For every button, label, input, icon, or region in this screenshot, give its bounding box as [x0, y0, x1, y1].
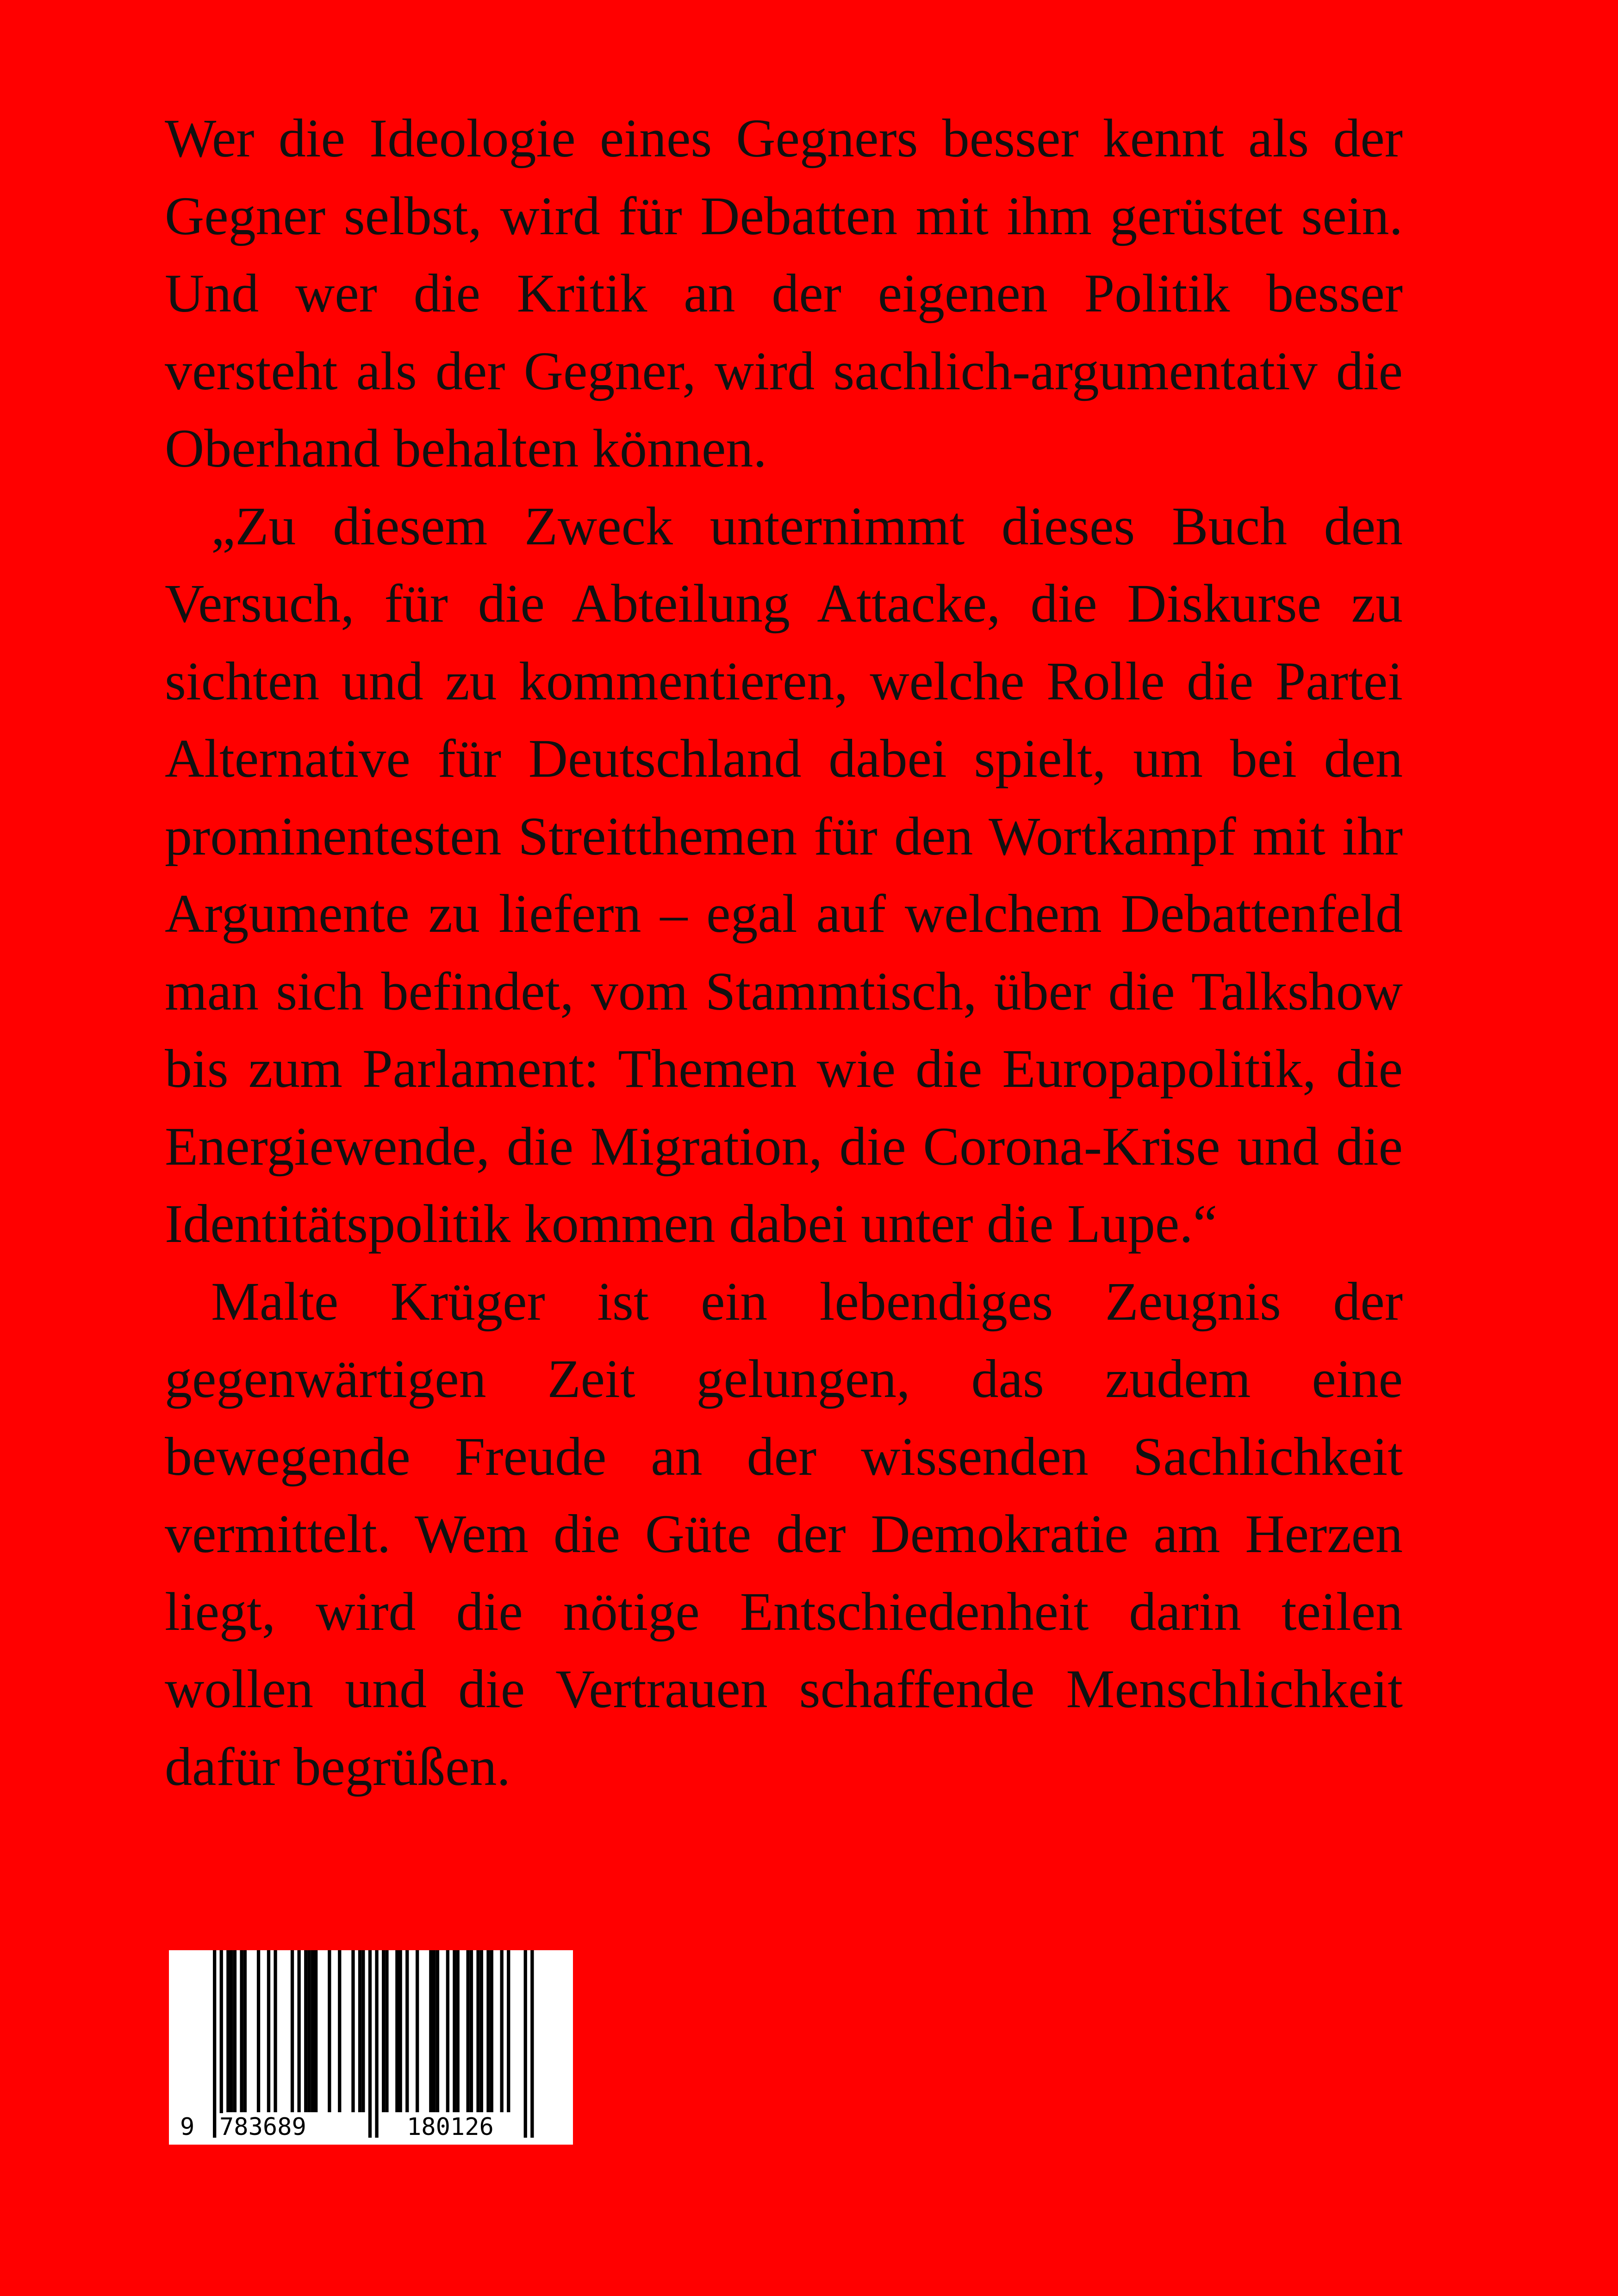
barcode-bar [358, 1950, 361, 2112]
barcode-bar [446, 1950, 449, 2112]
barcode-bar [328, 1950, 331, 2112]
barcode-bar [361, 1950, 365, 2112]
barcode-digits-right: 180126 [405, 2113, 496, 2141]
barcode-bar [375, 1950, 378, 2138]
barcode-bar [298, 1950, 301, 2112]
barcode-bar [257, 1950, 260, 2112]
blurb-paragraph-2: „Zu diesem Zweck unternimmt dieses Buch den Versuch, für die Abteilung Attacke, die Diskurse zu sichten und zu kommentieren, welche Rolle die Partei Alternative für Deutschland dabei spielt, um bei den prominentesten Streitthemen für den Wortkampf mit ihr Argumente zu liefern – egal auf welchem Debattenfeld man sich befindet, vom Stammtisch, über die Talkshow bis zum Parlament: Themen wie die Europapolitik, die Energiewende, die Migration, die Corona-Krise und die Identitätspolitik kommen dabei unter die Lupe.“ [165, 495, 1403, 1254]
barcode-bar [480, 1950, 483, 2112]
barcode-bar [311, 1950, 314, 2112]
barcode-bar [429, 1950, 432, 2112]
barcode-bar [456, 1950, 460, 2112]
barcode-bar [304, 1950, 307, 2112]
barcode-bar [385, 1950, 388, 2112]
barcode-bar [314, 1950, 317, 2112]
barcode-bar [338, 1950, 341, 2112]
barcode-bar [233, 1950, 236, 2112]
barcode-bar [405, 1950, 409, 2112]
barcode-bar [243, 1950, 247, 2112]
barcode-bar [395, 1950, 398, 2112]
barcode-bar [507, 1950, 510, 2112]
blurb-paragraph-3: Malte Krüger ist ein lebendiges Zeugnis der gegenwärtigen Zeit gelungen, das zudem eine bewegende Freude an der wissenden Sachlichkeit vermittelt. Wem die Güte der Demokratie am Herzen liegt, wird die nötige Entschiedenheit darin teilen wollen und die Vertrauen schaffende Menschlichkeit dafür begrüßen. [165, 1271, 1403, 1797]
barcode-bar [416, 1950, 419, 2112]
barcode-bar [476, 1950, 479, 2112]
barcode-bar [524, 1950, 527, 2138]
barcode-bar [274, 1950, 277, 2112]
barcode-digits-left: 783689 [218, 2113, 308, 2141]
blurb-text [165, 100, 1403, 1805]
barcode-bar [486, 1950, 490, 2112]
barcode-bar [307, 1950, 311, 2112]
barcode-bar [453, 1950, 456, 2112]
barcode-bar [291, 1950, 294, 2112]
barcode-bar [500, 1950, 504, 2112]
barcode-digits [169, 2113, 573, 2141]
barcode-bar [240, 1950, 243, 2112]
barcode-bar [470, 1950, 473, 2112]
barcode-bar [530, 1950, 534, 2138]
barcode-bar [490, 1950, 493, 2112]
barcode-bar [230, 1950, 233, 2112]
blurb-paragraph-1: Wer die Ideologie eines Gegners besser kennt als der Gegner selbst, wird für Debatten mit ihm gerüstet sein. Und wer die Kritik an der eigenen Politik besser versteht als der Gegner, wird sachlich-argumentativ die Oberhand behalten können. [165, 108, 1403, 479]
barcode-bar [213, 1950, 216, 2138]
barcode-bar [382, 1950, 385, 2112]
barcode-bar [267, 1950, 270, 2112]
barcode-bar [399, 1950, 402, 2112]
barcode-bar [351, 1950, 355, 2112]
isbn-barcode [169, 1950, 573, 2145]
barcode-bar [220, 1950, 223, 2138]
barcode-digit-first: 9 [178, 2113, 196, 2141]
barcode-bar [433, 1950, 436, 2112]
barcode-bar [436, 1950, 439, 2112]
barcode-bar [467, 1950, 470, 2112]
barcode-bar [226, 1950, 230, 2112]
barcode-bar [368, 1950, 372, 2138]
